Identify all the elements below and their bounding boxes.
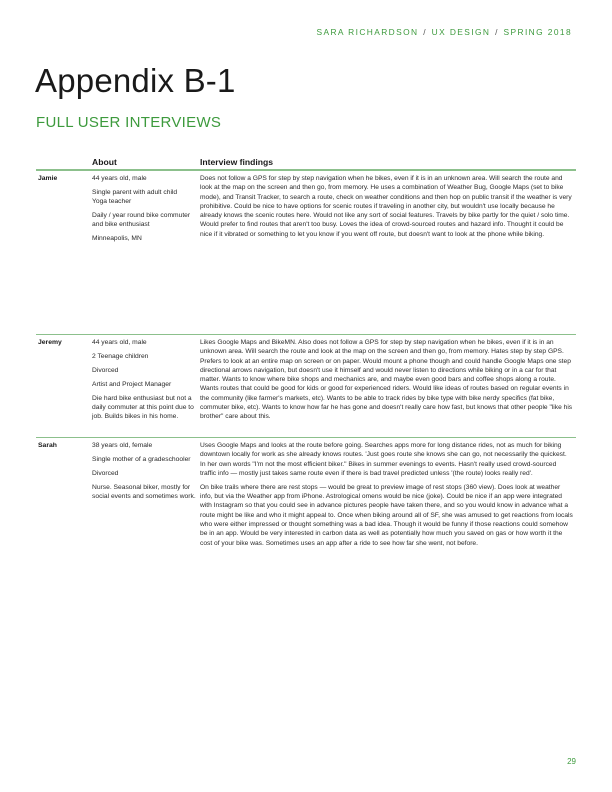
section-subtitle: FULL USER INTERVIEWS [36,114,222,131]
about-line: 44 years old, male [92,339,147,346]
header-rule [36,169,576,171]
about-line: Divorced [92,469,119,477]
page-title: Appendix B-1 [35,62,236,99]
interviewee-name: Sarah [38,442,57,449]
about-line: Die hard bike enthusiast but not a daily commuter at this point due to job. Builds bikes in his home. [92,394,194,421]
findings-cell [200,338,574,426]
about-cell [92,174,200,248]
about-line: Daily / year round bike commuter and bike enthusiast [92,212,191,229]
column-header-findings: Interview findings [200,157,274,167]
findings-paragraph: Likes Google Maps and BikeMN. Also does not follow a GPS for step by step navigation when he bikes, even if it is in an unknown area. Will search the route and look at the map on the screen and then go, from memory. Hates step by step GPS. Prefers to look at an entire map on screen or on paper. Would mount a phone though and could handle Google Maps one step directional arrows navigation, but doesn't use it himself and would never listen to directions while biking or in a car for that matter. Wants to know where bike shops and mechanics are, and maybe even good bars and coffee shops along a route. Wants routes that could be good for kids or good for experienced riders. Would like ideas of routes based on regular events in the community (like farmer's markets, etc). Wants to be able to track rides by bike type with bike nerdy specifics (fat bike, commuter bike, etc). Wants to know how far he has gone and doesn't really care how fast, but knows that other people "like his brother" care about this. [200,339,573,421]
header-term: SPRING 2018 [503,27,572,37]
about-line: Nurse. Seasonal biker, mostly for social events and sometimes work. [92,483,196,500]
about-cell [92,441,200,506]
about-cell [92,338,200,426]
about-line: 2 Teenage children [92,352,149,360]
about-line: Single parent with adult child Yoga teacher [92,188,178,206]
row-divider [36,334,576,335]
about-line: 44 years old, male [92,175,147,182]
running-head [316,27,572,37]
about-line: Single mother of a gradeschooler [92,455,191,463]
header-separator-2: / [495,27,499,37]
findings-paragraph: Does not follow a GPS for step by step navigation when he bikes, even if it is in an unknown area. Will search the route and look at the map on the screen and then go, from memory. He uses a combination of Weather Bug, Google Maps (set to bike mode), and Transit Tracker, to search a route, check on weather conditions and then hop on public transit if the weather is very prohibitive. Could be nice to have options for scenic routes if traveling in another city, but wouldn't use locally because he already knows the scenic routes here. Would not like any sort of social features. Travels by bike partly for the quiet / solo time. Would prefer to find routes that aren't too busy. Loves the idea of crowd-sourced routes and hazard info. Thought it could be nice if it vibrated or something to let you know if you went off route, but doesn't want to look at the phone while biking. [200,175,572,238]
header-separator: / [423,27,427,37]
about-line: Minneapolis, MN [92,235,142,243]
column-header-about: About [92,157,117,167]
interviewee-name: Jamie [38,175,58,182]
findings-paragraph: On bike trails where there are rest stops — would be great to preview image of rest stops (360 view). Does look at weather info, but via the Weather app from iPhone. Astrological omens would be nice (joke). Could be nice if an app were integrated with Instagram so that you could see in advance pictures people have taken there, and so you would know in advance what a route might be like and who it might appeal to. Once when biking around all of SF, she was amused to get reactions from locals who were either impressed or thought something was a bad idea. Though it would be funny if those reactions could somehow be in an app. Would be very interested in carbon data as well as potentially how much you saved on gas or how worth it the cost of your bike was. Sometimes uses an app after a ride to see how far she went, not before. [200,483,573,547]
findings-paragraph: Uses Google Maps and looks at the route before going. Searches apps more for long distance rides, not as much for biking downtown locally for work as she already knows routes. 'Just goes route she knows she can go, not necessarily the quickest. In her own words "I'm not the most efficient biker." Bikes in summer evenings to events. Hasn't really used crowd-sourced traffic info — mostly just takes same route even if there is bad travel predicted unless '(the route) looks really red'. [200,442,567,477]
header-course: UX DESIGN [431,27,491,37]
findings-cell [200,174,574,244]
about-line: Artist and Project Manager [92,380,172,388]
about-line: Divorced [92,366,119,374]
about-line: 38 years old, female [92,442,153,449]
header-author: SARA RICHARDSON [316,27,419,37]
interviewee-name: Jeremy [38,339,62,346]
page-number: 29 [567,757,576,766]
findings-cell [200,441,574,552]
row-divider [36,437,576,438]
